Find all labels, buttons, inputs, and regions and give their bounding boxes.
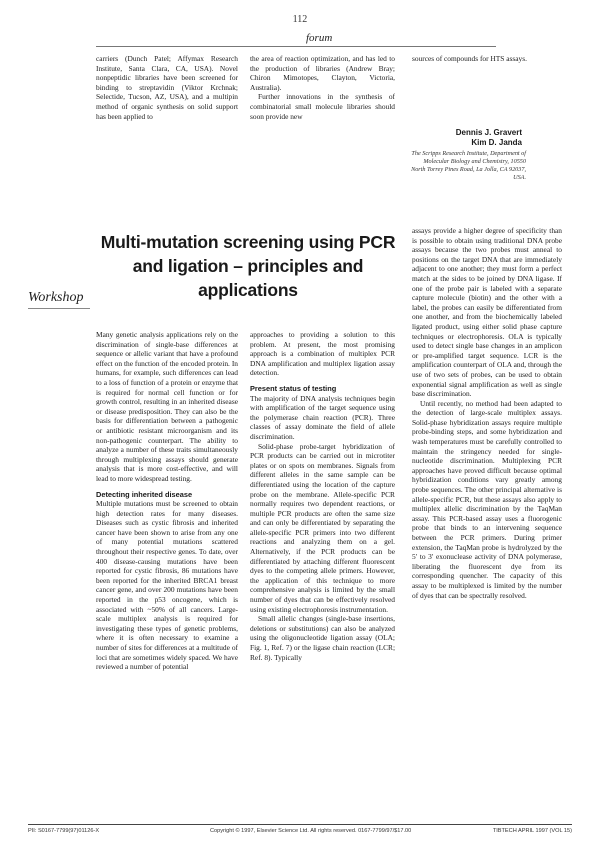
top-column-3 [412,54,562,64]
author-affiliation: The Scripps Research Institute, Department of Molecular Biology and Chemistry, 10550 North Torrey Pines Road, La Jolla, CA 92037, USA. [411,150,526,181]
body-paragraph: assays provide a higher degree of specificity than is possible to obtain using traditional DNA probe assays because the two probes must anneal to positions on the target DNA that are immediately adjacent to one another; they must form a perfect match at the sides to be joined by DNA ligase. If one of the probe pair is labeled with a separate capture molecule (biotin) and the other with a label, the probes can easily be differentiated from one another, and from the biochemically labeled ligated product, using either solid phase capture techniques or electrophoresis. OLA is typically used to detect single base changes in an amplicon or pre-amplified target sequence. LCR is the amplification counterpart of OLA and, through the use of two sets of probes, can be used to obtain exponential signal amplification as well as single base discrimination. [412,226,562,399]
footer-journal: TIBTECH APRIL 1997 (VOL 15) [492,828,572,834]
section-label-forum: forum [306,32,333,44]
header-divider [96,46,496,47]
section-label-workshop: Workshop [28,290,84,305]
top-column-1-text: carriers (Dunch Patel; Affymax Research Institute, Santa Clara, CA, USA). Novel nonpeptidic libraries have been screened for binding to streptavidin (Viktor Krchnak; Selectide, Tucson, AZ, USA), and a multipin method of organic synthesis on solid support has been applied to [96,54,238,121]
page-number: 112 [292,14,308,25]
top-column-3-text: sources of compounds for HTS assays. [412,54,527,63]
article-title: Multi-mutation screening using PCR and ligation – principles and applications [100,232,396,300]
body-paragraph: Solid-phase probe-target hybridization of PCR products can be carried out in microtiter plates or on spots on membranes. Signals from different alleles in the same sample can be differentiated using the location of the capture probe on the membrane. Allele-specific PCR normally requires two dependent reactions, or multiple PCR products are often the same size and can only be differentiated by separating the allele-specific PCR primers into two different reactions and analyzing them on a gel. Alternatively, if the PCR products can be differentiated by attaching different fluorescent dyes to the competing allele primers. However, the application of this technique to more comprehensive analysis is limited by the small number of dyes that can be effectively resolved using existing electrophoresis instrumentation. [250,441,395,614]
footer-identifier: PII: S0167-7799(97)01126-X [28,828,100,834]
top-column-2-para-2: Further innovations in the synthesis of combinatorial small molecule libraries should soon provide new [250,92,395,121]
footer-copyright: Copyright © 1997, Elsevier Science Ltd. All rights reserved. 0167-7799/97/$17.00 [210,828,412,834]
body-paragraph: Multiple mutations must be screened to obtain high detection rates for many diseases. Diseases such as cystic fibrosis and inherited cancer have been shown to arise from any one of many potential mutations scattered throughout their respective genes. To date, over 400 disease-causing mutations have been reported for cystic fibrosis, 86 mutations have been reported for the inherited BRCA1 breast cancer gene, and over 200 mutations have been reported in the p53 oncogene, which is associated with ~50% of all cancers. Large-scale multiplex analysis is required for investigating these types of genetic problems, where it is often necessary to examine a number of sites for differences at a multitude of loci that are sometimes widely spaced. We have reviewed a number of potential [96,499,238,672]
body-paragraph: Until recently, no method had been adapted to the detection of large-scale multiplex assays. Solid-phase hybridization assays require multiple probe-binding steps, and some hybridization and wash temperatures must be carefully controlled to maintain the stringency needed for single-nucleotide discrimination. Multiplexing PCR approaches have proved difficult because optimal hybridization conditions vary greatly among probe sequences. The other principal alternative is allele-specific PCR, but these assays also apply to multiplex allelic discrimination by the TaqMan assay. This PCR-based assay uses a fluorogenic probe that binds to an intervening sequence between the PCR primers. During primer extension, the TaqMan probe is hydrolyzed by the 5′ to 3′ exonuclease activity of DNA polymerase, liberating the fluorescent dye from its corresponding quencher. The capacity of this assay to be multiplexed is limited by the number of dyes that can be spectrally resolved. [412,398,562,600]
body-paragraph: Small allelic changes (single-base insertions, deletions or substitutions) can also be analyzed using the oligonucleotide ligation assay (OLA; Fig. 1, Ref. 7) or the ligase chain reaction (LCR; Ref. 8). Typically [250,614,395,662]
footer-divider [28,824,572,825]
author-name: Dennis J. Gravert [455,128,522,137]
author-name: Kim D. Janda [471,138,522,147]
body-paragraph: approaches to providing a solution to this problem. At present, the most promising approach is a combination of multiplex PCR DNA amplification and multiplex ligation assay detection. [250,330,395,378]
section-heading: Present status of testing [250,383,337,393]
body-paragraph: The majority of DNA analysis techniques begin with amplification of the target sequence using the polymerase chain reaction (PCR). Three classes of assay dominate the field of allele discrimination. [250,393,395,441]
top-column-2 [250,54,395,121]
body-paragraph: Many genetic analysis applications rely on the discrimination of single-base differences at sequence or allelic variant that have a profound effect on the function of the encoded protein. In humans, for example, such differences can lead to a loss of function of a protein or enzyme that is required for normal cell function or for growth control, resulting in an inherited disease or disease predisposition. They can also be the basis for differentiation between a pathogenic or antibiotic resistant microorganism and its non-pathogenic counterpart. The ability to analyze a number of these traits simultaneously through multiplexing assays should generate analysis that is more cost-effective, and will lead to more widespread testing. [96,330,238,483]
section-heading: Detecting inherited disease [96,489,193,499]
article-column-3 [412,226,562,814]
top-column-1 [96,54,238,121]
top-column-2-para-1: the area of reaction optimization, and has led to the production of libraries (Andrew Bray; Chiron Mimotopes, Clayton, Victoria, Australia). [250,54,395,92]
author-block [456,128,522,148]
article-column-2 [250,330,395,814]
workshop-underline [28,308,90,309]
article-column-1 [96,330,238,814]
